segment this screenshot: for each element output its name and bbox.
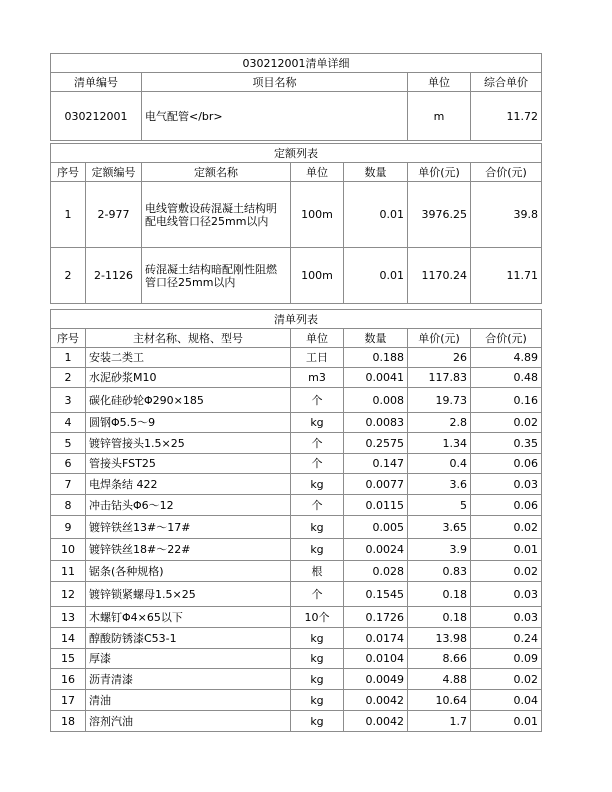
row-no: 1 — [51, 348, 86, 368]
quota-header-row — [51, 163, 542, 182]
material-price: 3.9 — [408, 539, 471, 561]
row-no: 10 — [51, 539, 86, 561]
section-title: 定额列表 — [51, 144, 542, 163]
bill-name: 电气配管</br> — [142, 92, 408, 141]
material-price: 4.88 — [408, 669, 471, 690]
material-qty: 0.2575 — [344, 433, 408, 454]
material-name: 木螺钉Φ4×65以下 — [86, 607, 291, 628]
materials-body — [51, 348, 542, 732]
material-total: 0.02 — [471, 413, 542, 433]
material-qty: 0.0077 — [344, 474, 408, 495]
col-header: 序号 — [51, 163, 86, 182]
row-no: 18 — [51, 711, 86, 732]
quota-unit: 100m — [291, 248, 344, 304]
col-header: 综合单价 — [471, 73, 542, 92]
material-unit: 工日 — [291, 348, 344, 368]
table-row — [51, 669, 542, 690]
row-no: 9 — [51, 516, 86, 539]
material-price: 0.18 — [408, 607, 471, 628]
bill-price: 11.72 — [471, 92, 542, 141]
material-price: 1.34 — [408, 433, 471, 454]
material-unit: kg — [291, 516, 344, 539]
table-row — [51, 433, 542, 454]
material-unit: 个 — [291, 388, 344, 413]
material-unit: 个 — [291, 454, 344, 474]
material-unit: kg — [291, 690, 344, 711]
material-price: 117.83 — [408, 368, 471, 388]
material-price: 19.73 — [408, 388, 471, 413]
material-total: 0.01 — [471, 539, 542, 561]
col-header: 序号 — [51, 329, 86, 348]
row-no: 7 — [51, 474, 86, 495]
material-qty: 0.1726 — [344, 607, 408, 628]
row-no: 17 — [51, 690, 86, 711]
col-header: 定额编号 — [86, 163, 142, 182]
material-unit: 10个 — [291, 607, 344, 628]
col-header: 主材名称、规格、型号 — [86, 329, 291, 348]
material-name: 水泥砂浆M10 — [86, 368, 291, 388]
material-qty: 0.0042 — [344, 690, 408, 711]
material-qty: 0.0174 — [344, 628, 408, 649]
material-unit: kg — [291, 539, 344, 561]
quota-code: 2-977 — [86, 182, 142, 248]
material-unit: 个 — [291, 433, 344, 454]
material-name: 醇酸防锈漆C53-1 — [86, 628, 291, 649]
row-no: 12 — [51, 582, 86, 607]
material-price: 13.98 — [408, 628, 471, 649]
quota-name: 砖混凝土结构暗配刚性阻燃管口径25mm以内 — [142, 248, 291, 304]
material-name: 冲击钻头Φ6～12 — [86, 495, 291, 516]
table-row — [51, 368, 542, 388]
materials-title-row — [51, 310, 542, 329]
table-row — [51, 388, 542, 413]
col-header: 单位 — [291, 163, 344, 182]
material-qty: 0.008 — [344, 388, 408, 413]
material-unit: 个 — [291, 495, 344, 516]
quota-total: 39.8 — [471, 182, 542, 248]
section-title: 清单列表 — [51, 310, 542, 329]
material-unit: m3 — [291, 368, 344, 388]
material-total: 0.01 — [471, 711, 542, 732]
material-unit: kg — [291, 669, 344, 690]
row-no: 16 — [51, 669, 86, 690]
material-qty: 0.147 — [344, 454, 408, 474]
quota-qty: 0.01 — [344, 182, 408, 248]
material-name: 镀锌锁紧螺母1.5×25 — [86, 582, 291, 607]
quota-table — [50, 143, 542, 304]
material-name: 镀锌铁丝13#～17# — [86, 516, 291, 539]
row-no: 15 — [51, 649, 86, 669]
material-unit: kg — [291, 628, 344, 649]
table-row — [51, 649, 542, 669]
col-header: 单位 — [408, 73, 471, 92]
row-no: 13 — [51, 607, 86, 628]
material-total: 0.35 — [471, 433, 542, 454]
bill-code: 030212001 — [51, 92, 142, 141]
material-name: 安装二类工 — [86, 348, 291, 368]
material-qty: 0.0115 — [344, 495, 408, 516]
quota-qty: 0.01 — [344, 248, 408, 304]
material-qty: 0.0104 — [344, 649, 408, 669]
bill-header-row — [51, 73, 542, 92]
material-name: 厚漆 — [86, 649, 291, 669]
table-row — [51, 582, 542, 607]
material-name: 溶剂汽油 — [86, 711, 291, 732]
quota-price: 3976.25 — [408, 182, 471, 248]
table-row — [51, 690, 542, 711]
material-total: 0.03 — [471, 474, 542, 495]
row-no: 2 — [51, 248, 86, 304]
table-row — [51, 474, 542, 495]
table-row — [51, 607, 542, 628]
row-no: 6 — [51, 454, 86, 474]
material-unit: kg — [291, 474, 344, 495]
material-qty: 0.1545 — [344, 582, 408, 607]
col-header: 数量 — [344, 329, 408, 348]
col-header: 定额名称 — [142, 163, 291, 182]
material-qty: 0.0041 — [344, 368, 408, 388]
title-row — [51, 54, 542, 73]
material-total: 0.03 — [471, 607, 542, 628]
table-row — [51, 454, 542, 474]
col-header: 单价(元) — [408, 329, 471, 348]
material-total: 0.09 — [471, 649, 542, 669]
material-total: 0.16 — [471, 388, 542, 413]
material-price: 26 — [408, 348, 471, 368]
col-header: 数量 — [344, 163, 408, 182]
material-price: 0.18 — [408, 582, 471, 607]
material-total: 0.06 — [471, 495, 542, 516]
row-no: 11 — [51, 561, 86, 582]
quota-total: 11.71 — [471, 248, 542, 304]
table-row — [51, 413, 542, 433]
material-price: 0.4 — [408, 454, 471, 474]
materials-table — [50, 309, 542, 732]
table-row — [51, 348, 542, 368]
material-price: 0.83 — [408, 561, 471, 582]
row-no: 2 — [51, 368, 86, 388]
quota-unit: 100m — [291, 182, 344, 248]
material-qty: 0.0024 — [344, 539, 408, 561]
material-price: 3.6 — [408, 474, 471, 495]
material-price: 1.7 — [408, 711, 471, 732]
material-qty: 0.0083 — [344, 413, 408, 433]
material-price: 3.65 — [408, 516, 471, 539]
quota-name: 电线管敷设砖混凝土结构明配电线管口径25mm以内 — [142, 182, 291, 248]
material-name: 镀锌铁丝18#～22# — [86, 539, 291, 561]
material-price: 5 — [408, 495, 471, 516]
material-name: 碳化硅砂轮Φ290×185 — [86, 388, 291, 413]
quota-price: 1170.24 — [408, 248, 471, 304]
table-row — [51, 628, 542, 649]
material-total: 0.06 — [471, 454, 542, 474]
material-name: 电焊条结 422 — [86, 474, 291, 495]
material-unit: 根 — [291, 561, 344, 582]
col-header: 合价(元) — [471, 329, 542, 348]
row-no: 4 — [51, 413, 86, 433]
materials-header-row — [51, 329, 542, 348]
table-row — [51, 495, 542, 516]
row-no: 14 — [51, 628, 86, 649]
material-qty: 0.028 — [344, 561, 408, 582]
bill-table — [50, 53, 542, 141]
material-unit: kg — [291, 413, 344, 433]
material-total: 0.24 — [471, 628, 542, 649]
table-row — [51, 182, 542, 248]
table-row — [51, 516, 542, 539]
material-qty: 0.0049 — [344, 669, 408, 690]
col-header: 单价(元) — [408, 163, 471, 182]
col-header: 单位 — [291, 329, 344, 348]
bill-row — [51, 92, 542, 141]
material-total: 0.03 — [471, 582, 542, 607]
material-price: 10.64 — [408, 690, 471, 711]
material-name: 圆钢Φ5.5～9 — [86, 413, 291, 433]
row-no: 8 — [51, 495, 86, 516]
material-price: 8.66 — [408, 649, 471, 669]
material-total: 0.02 — [471, 516, 542, 539]
row-no: 5 — [51, 433, 86, 454]
row-no: 1 — [51, 182, 86, 248]
material-total: 0.02 — [471, 669, 542, 690]
material-unit: 个 — [291, 582, 344, 607]
bill-unit: m — [408, 92, 471, 141]
quota-code: 2-1126 — [86, 248, 142, 304]
material-total: 0.04 — [471, 690, 542, 711]
material-total: 0.02 — [471, 561, 542, 582]
table-row — [51, 711, 542, 732]
material-qty: 0.005 — [344, 516, 408, 539]
material-name: 沥青清漆 — [86, 669, 291, 690]
page-title: 030212001清单详细 — [51, 54, 542, 73]
material-qty: 0.188 — [344, 348, 408, 368]
quota-title-row — [51, 144, 542, 163]
material-total: 4.89 — [471, 348, 542, 368]
material-name: 锯条(各种规格) — [86, 561, 291, 582]
table-row — [51, 248, 542, 304]
col-header: 合价(元) — [471, 163, 542, 182]
material-qty: 0.0042 — [344, 711, 408, 732]
table-row — [51, 539, 542, 561]
material-name: 管接头FST25 — [86, 454, 291, 474]
col-header: 清单编号 — [51, 73, 142, 92]
material-name: 镀锌管接头1.5×25 — [86, 433, 291, 454]
row-no: 3 — [51, 388, 86, 413]
material-name: 清油 — [86, 690, 291, 711]
table-row — [51, 561, 542, 582]
col-header: 项目名称 — [142, 73, 408, 92]
material-price: 2.8 — [408, 413, 471, 433]
material-unit: kg — [291, 711, 344, 732]
material-unit: kg — [291, 649, 344, 669]
material-total: 0.48 — [471, 368, 542, 388]
